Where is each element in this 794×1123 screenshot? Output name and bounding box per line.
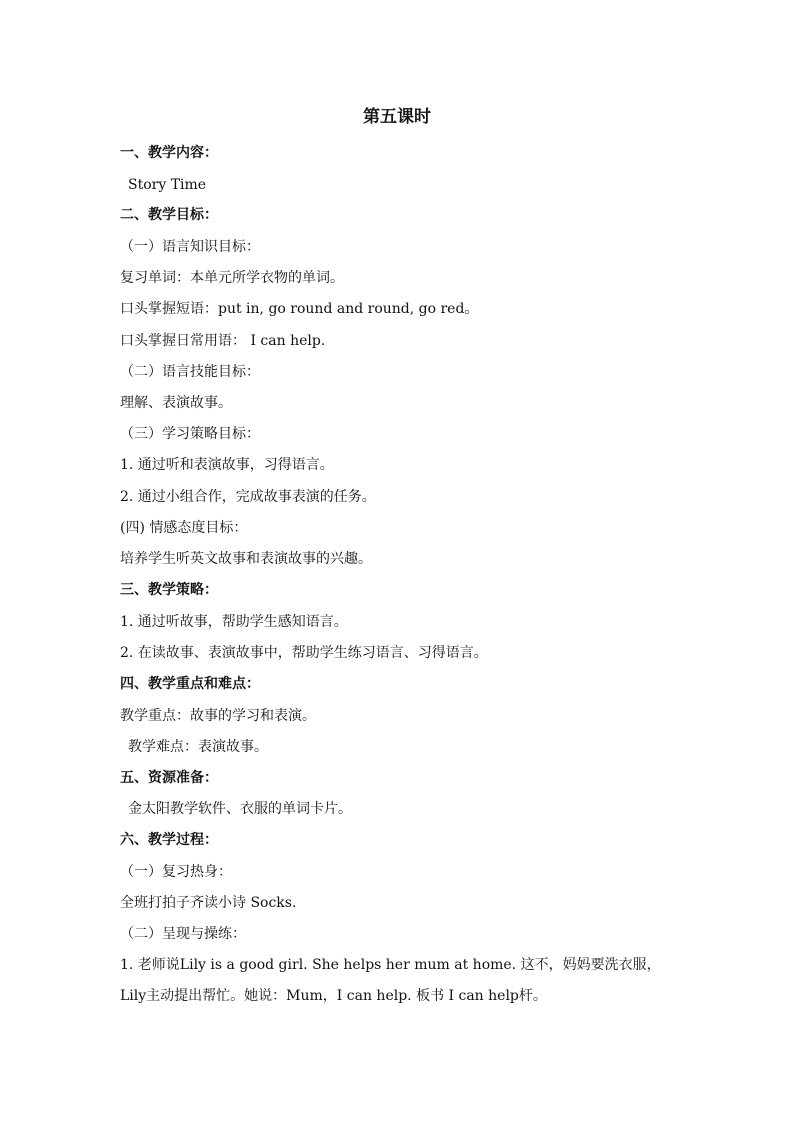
body-line: 全班打拍子齐读小诗 Socks.	[120, 895, 297, 911]
subsection-heading: （一）复习热身：	[120, 864, 232, 880]
section-heading-teaching-goals: 二、教学目标：	[120, 207, 218, 223]
body-line: 培养学生听英文故事和表演故事的兴趣。	[120, 551, 372, 567]
body-line: 1. 通过听故事，帮助学生感知语言。	[120, 614, 348, 630]
body-line: 2. 通过小组合作，完成故事表演的任务。	[120, 489, 376, 505]
body-line: 理解、表演故事。	[120, 395, 232, 411]
body-line: Story Time	[128, 177, 207, 193]
page-title: 第五课时	[363, 107, 431, 127]
subsection-heading: （一）语言知识目标：	[120, 239, 260, 255]
section-heading-teaching-content: 一、教学内容：	[120, 145, 218, 161]
section-heading-teaching-process: 六、教学过程：	[120, 832, 218, 848]
section-heading-key-points: 四、教学重点和难点：	[120, 676, 260, 692]
body-line: 复习单词：本单元所学衣物的单词。	[120, 270, 344, 286]
subsection-heading: （三）学习策略目标：	[120, 426, 260, 442]
body-line: 金太阳教学软件、衣服的单词卡片。	[128, 801, 352, 817]
subsection-heading: (四) 情感态度目标：	[120, 520, 248, 536]
body-line: 教学难点：表演故事。	[128, 739, 268, 755]
body-line: 口头掌握日常用语： I can help.	[120, 333, 326, 349]
body-paragraph: 1. 老师说Lily is a good girl. She helps her mum at home. 这不，妈妈要洗衣服，Lily主动提出帮忙。她说：Mum，I can help. 板书 I can help杆。	[120, 957, 661, 1004]
section-heading-resources: 五、资源准备：	[120, 770, 218, 786]
body-line: 1. 通过听和表演故事，习得语言。	[120, 457, 334, 473]
body-line: 教学重点：故事的学习和表演。	[120, 708, 316, 724]
subsection-heading: （二）语言技能目标：	[120, 364, 260, 380]
subsection-heading: （二）呈现与操练：	[120, 926, 246, 942]
body-line: 2. 在读故事、表演故事中，帮助学生练习语言、习得语言。	[120, 645, 488, 661]
body-line: 口头掌握短语：put in, go round and round, go red。	[120, 301, 479, 317]
section-heading-teaching-strategy: 三、教学策略：	[120, 582, 218, 598]
